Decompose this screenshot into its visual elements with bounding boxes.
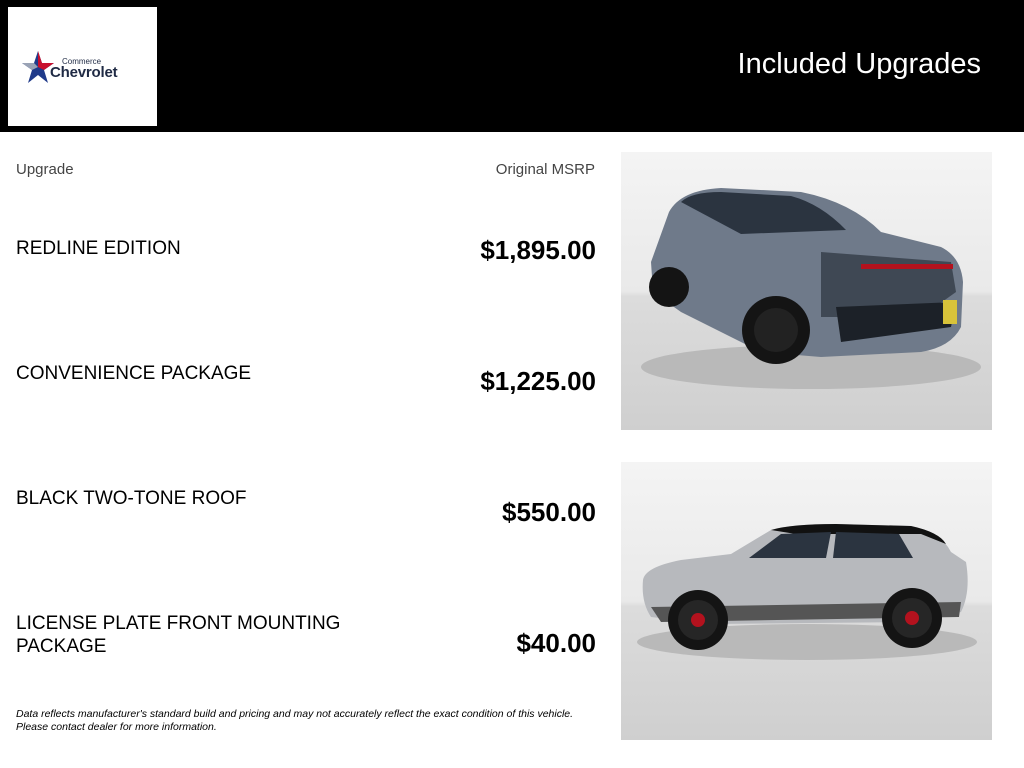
- header-bar: [0, 0, 1024, 132]
- upgrade-price: $1,895.00: [480, 235, 596, 265]
- vehicle-photo-front: [621, 152, 992, 430]
- upgrade-name: CONVENIENCE PACKAGE: [16, 363, 252, 384]
- upgrade-price: $1,225.00: [480, 366, 596, 396]
- disclaimer-text: Data reflects manufacturer's standard build and pricing and may not accurately reflect the exact condition of this vehicle. Please contact dealer for more information.: [16, 708, 574, 733]
- upgrade-price: $40.00: [516, 628, 596, 658]
- upgrade-name: REDLINE EDITION: [16, 238, 181, 259]
- msrp-column-header: Original MSRP: [495, 161, 595, 178]
- upgrade-price: $550.00: [502, 497, 596, 527]
- upgrade-name: BLACK TWO-TONE ROOF: [16, 488, 247, 509]
- logo-small-text: Commerce: [62, 57, 102, 66]
- upgrade-name: LICENSE PLATE FRONT MOUNTING PACKAGE: [16, 613, 341, 657]
- upgrade-column-header: Upgrade: [16, 161, 74, 178]
- dealer-logo: [8, 7, 157, 126]
- vehicle-photo-side: [621, 462, 992, 740]
- logo-name-text: Chevrolet: [50, 64, 118, 81]
- page-title: Included Upgrades: [737, 48, 981, 80]
